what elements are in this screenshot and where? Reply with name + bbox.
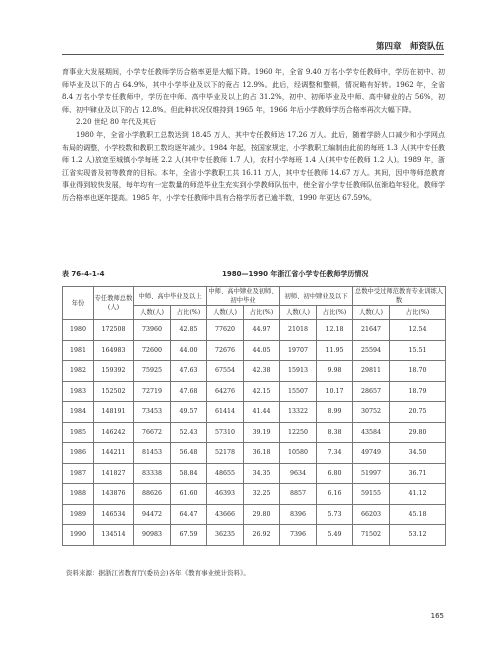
table-cell: 72719 [134, 381, 171, 402]
table-cell: 15913 [280, 361, 317, 382]
table-cell: 20.75 [390, 402, 446, 423]
table-cell: 21018 [280, 320, 317, 341]
table-cell: 5.49 [317, 525, 353, 546]
year-cell: 1988 [63, 484, 94, 505]
table-cell: 66203 [353, 504, 390, 525]
table-cell: 42.38 [244, 361, 280, 382]
year-cell: 1987 [63, 463, 94, 484]
table-cell: 141827 [94, 463, 134, 484]
table-cell: 29.80 [244, 504, 280, 525]
table-cell: 42.15 [244, 381, 280, 402]
table-cell: 51997 [353, 463, 390, 484]
table-row [63, 320, 446, 341]
table-cell: 143876 [94, 484, 134, 505]
year-cell: 1986 [63, 443, 94, 464]
table-cell: 58.84 [171, 463, 207, 484]
table-cell: 18.70 [390, 361, 446, 382]
table-cell: 32.25 [244, 484, 280, 505]
table-cell: 61414 [207, 402, 244, 423]
table-head [63, 287, 446, 320]
table-cell: 49749 [353, 443, 390, 464]
table-cell: 94472 [134, 504, 171, 525]
paragraph: 1980 年，全省小学教职工总数达到 18.45 万人，其中专任教师达 17.26 万人。此后，随着学龄人口减少和小学网点布局的调整，小学校数和教职工数均逐年减少。1984 年起，按国家规定，小学教职工编制由此前的每班 1.3 人(其中专任教师 1.2 人)放宽至城镇小学每班 2.2 人(其中专任教师 1.7 人)，农村小学每班 1.4 人(其中专任教师 1.2 人)。1989 年，浙江省实现普及初等教育的目标。本年，全省小学教职工共 16.11 万人，其中专任教师 14.67 万人。其间，因中等师范教育事业得到较快发展，每年均有一定数量的师范毕业生充实到小学教师队伍中，使全省小学专任教师队伍渐趋年轻化，教师学历合格率也逐年提高。1985 年，小学专任教师中具有合格学历者已逾半数，1990 年更达 67.59%。 [62, 130, 445, 202]
table-cell: 64.47 [171, 504, 207, 525]
table-cell: 7.34 [317, 443, 353, 464]
table-cell: 76672 [134, 422, 171, 443]
table-row [63, 422, 446, 443]
sub-count-header: 人数(人) [280, 306, 317, 320]
table-cell: 90983 [134, 525, 171, 546]
sub-pct-header: 占比(%) [244, 306, 280, 320]
table-cell: 29811 [353, 361, 390, 382]
sub-pct-header: 占比(%) [390, 306, 446, 320]
table-cell: 8857 [280, 484, 317, 505]
table-cell: 10.17 [317, 381, 353, 402]
group-header: 初师、初中肄业及以下 [280, 287, 353, 306]
group-header: 中师、高中肄业及初师、初中毕业 [208, 288, 278, 304]
header-row [63, 287, 446, 306]
table-row [63, 463, 446, 484]
table-cell: 15.51 [390, 340, 446, 361]
table-cell: 148191 [94, 402, 134, 423]
table-cell: 39.19 [244, 422, 280, 443]
table-cell: 36.71 [390, 463, 446, 484]
table-cell: 10580 [280, 443, 317, 464]
year-cell: 1981 [63, 340, 94, 361]
sub-count-header: 人数(人) [353, 306, 390, 320]
table-row [63, 525, 446, 546]
table-cell: 61.60 [171, 484, 207, 505]
table-cell: 47.63 [171, 361, 207, 382]
section-heading: 2.20 世纪 80 年代及其后 [76, 118, 157, 127]
table-cell: 34.50 [390, 443, 446, 464]
year-cell: 1985 [63, 422, 94, 443]
table-cell: 57310 [207, 422, 244, 443]
table-cell: 41.44 [244, 402, 280, 423]
table-cell: 52178 [207, 443, 244, 464]
body-text [62, 66, 445, 205]
table-row [63, 361, 446, 382]
table-cell: 172508 [94, 320, 134, 341]
table-cell: 88626 [134, 484, 171, 505]
table-cell: 19707 [280, 340, 317, 361]
source-note: 资料来源：据浙江省教育厅(委员会)各年《教育事业统计资料》。 [66, 569, 250, 577]
table-cell: 59155 [353, 484, 390, 505]
table-cell: 6.80 [317, 463, 353, 484]
table-cell: 21647 [353, 320, 390, 341]
table-cell: 26.92 [244, 525, 280, 546]
table-cell: 49.57 [171, 402, 207, 423]
table-cell: 8.99 [317, 402, 353, 423]
table-cell: 152502 [94, 381, 134, 402]
table-cell: 144211 [94, 443, 134, 464]
table-cell: 13322 [280, 402, 317, 423]
table-cell: 18.79 [390, 381, 446, 402]
table-cell: 9.98 [317, 361, 353, 382]
table-cell: 44.00 [171, 340, 207, 361]
table-caption: 1980—1990 年浙江省小学专任教师学历情况 [222, 270, 369, 278]
table-cell: 46393 [207, 484, 244, 505]
table-cell: 56.48 [171, 443, 207, 464]
table-cell: 146534 [94, 504, 134, 525]
table-cell: 83338 [134, 463, 171, 484]
table-cell: 25594 [353, 340, 390, 361]
table-cell: 28657 [353, 381, 390, 402]
year-cell: 1983 [63, 381, 94, 402]
sub-count-header: 人数(人) [207, 306, 244, 320]
chapter-header: 第四章 师资队伍 [375, 42, 444, 52]
education-table [62, 286, 446, 546]
group-header: 中师、高中毕业及以上 [134, 287, 207, 306]
table-cell: 47.68 [171, 381, 207, 402]
year-cell: 1980 [63, 320, 94, 341]
table-cell: 48655 [207, 463, 244, 484]
year-cell: 1982 [63, 361, 94, 382]
table-cell: 64276 [207, 381, 244, 402]
table-cell: 12.54 [390, 320, 446, 341]
table-cell: 8396 [280, 504, 317, 525]
table-row [63, 484, 446, 505]
table-body [63, 320, 446, 546]
table-cell: 29.80 [390, 422, 446, 443]
year-cell: 1989 [63, 504, 94, 525]
year-cell: 1984 [63, 402, 94, 423]
table-row [63, 402, 446, 423]
table-cell: 44.05 [244, 340, 280, 361]
table-cell: 30752 [353, 402, 390, 423]
table-cell: 71502 [353, 525, 390, 546]
table-cell: 81453 [134, 443, 171, 464]
sub-pct-header: 占比(%) [317, 306, 353, 320]
year-cell: 1990 [63, 525, 94, 546]
group-header: 总数中受过师范教育专业训练人数 [353, 287, 446, 306]
table-cell: 164983 [94, 340, 134, 361]
table-number: 表 76-4-1-4 [62, 270, 105, 278]
table-cell: 75925 [134, 361, 171, 382]
table-cell: 36235 [207, 525, 244, 546]
table-cell: 45.18 [390, 504, 446, 525]
table-cell: 72676 [207, 340, 244, 361]
table-cell: 12250 [280, 422, 317, 443]
table-row [63, 381, 446, 402]
table-cell: 43584 [353, 422, 390, 443]
table-row [63, 504, 446, 525]
table-row [63, 340, 446, 361]
table-cell: 77620 [207, 320, 244, 341]
table-cell: 36.18 [244, 443, 280, 464]
table-title [62, 269, 445, 281]
table-cell: 41.12 [390, 484, 446, 505]
col-total-header: 专任教师总数(人) [94, 287, 134, 320]
header-rule [62, 54, 444, 55]
table-cell: 134514 [94, 525, 134, 546]
table-cell: 34.35 [244, 463, 280, 484]
table-row [63, 443, 446, 464]
table-cell: 42.85 [171, 320, 207, 341]
table-cell: 8.38 [317, 422, 353, 443]
table-cell: 72600 [134, 340, 171, 361]
table-cell: 67.59 [171, 525, 207, 546]
table-cell: 7396 [280, 525, 317, 546]
table-cell: 44.97 [244, 320, 280, 341]
table-cell: 5.73 [317, 504, 353, 525]
sub-pct-header: 占比(%) [171, 306, 207, 320]
table-cell: 6.16 [317, 484, 353, 505]
table-cell: 9634 [280, 463, 317, 484]
table-cell: 73453 [134, 402, 171, 423]
table-cell: 11.95 [317, 340, 353, 361]
table-cell: 146242 [94, 422, 134, 443]
paragraph: 育事业大发展期间，小学专任教师学历合格率更是大幅下降。1960 年，全省 9.40 万名小学专任教师中，学历在初中、初师毕业及以下的占 64.9%，其中小学毕业及以下的竟占 12.9%。此后，经调整和整顿，情况略有好转。1962 年，全省 8.4 万名小学专任教师中，学历在中师、高中毕业及以上的占 31.2%，初中、初师毕业及中师、高中肄业的占 56%，初师、初中肄业及以下的占 12.8%。但此种状况仅维持到 1965 年，1966 年后小学教师学历合格率再次大幅下降。 [62, 68, 445, 114]
sub-count-header: 人数(人) [134, 306, 171, 320]
table-cell: 15507 [280, 381, 317, 402]
table-cell: 159392 [94, 361, 134, 382]
table-cell: 43666 [207, 504, 244, 525]
table-cell: 52.43 [171, 422, 207, 443]
col-year-header: 年份 [63, 287, 94, 320]
table-cell: 73960 [134, 320, 171, 341]
table-cell: 67554 [207, 361, 244, 382]
table-cell: 12.18 [317, 320, 353, 341]
page-number: 165 [430, 612, 444, 620]
table-cell: 53.12 [390, 525, 446, 546]
